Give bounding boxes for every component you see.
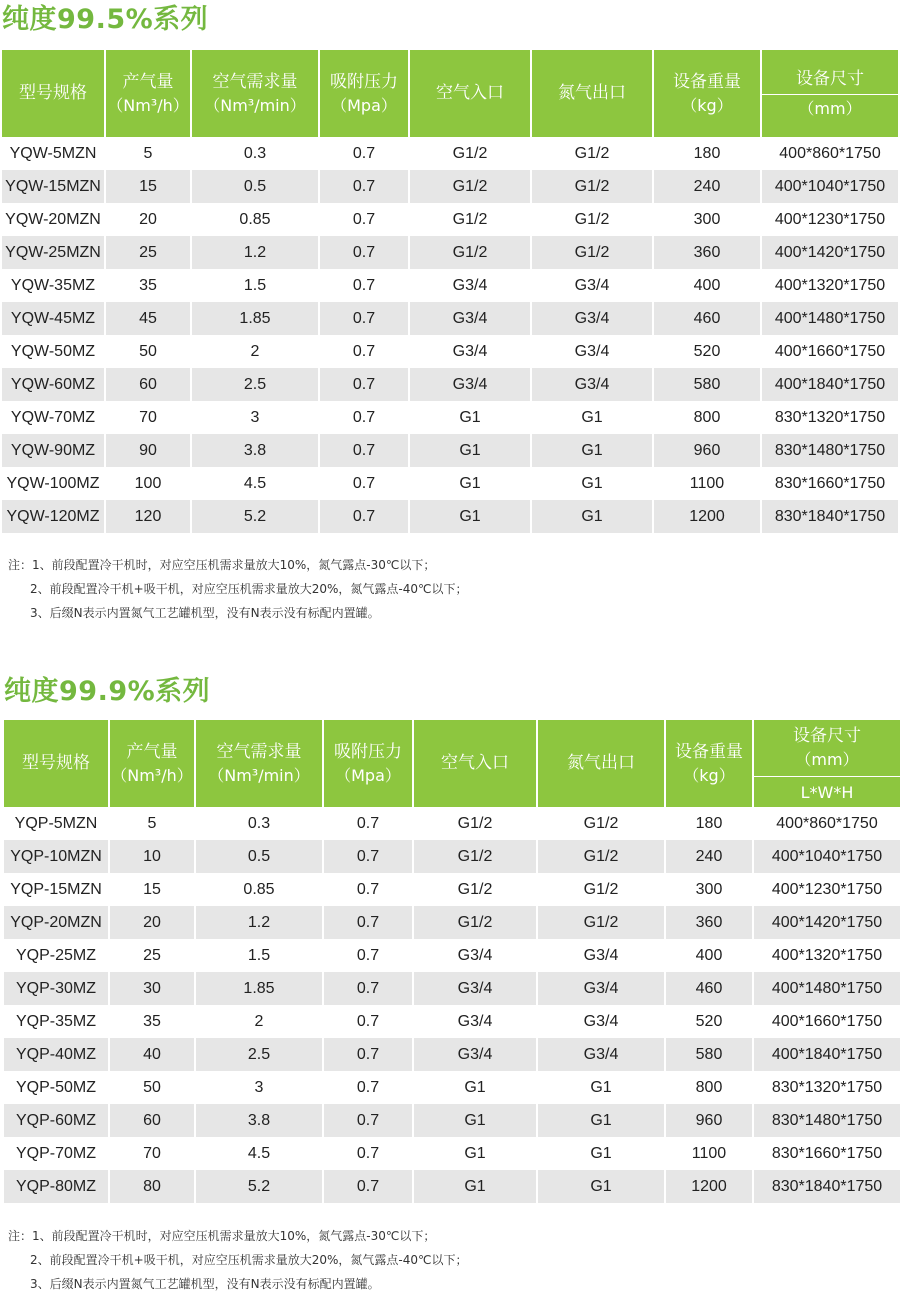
table-cell: 60 (105, 368, 191, 401)
table-cell: G3/4 (537, 1038, 665, 1071)
table-cell: 2.5 (191, 368, 319, 401)
table-cell: 3.8 (191, 434, 319, 467)
table-cell: 35 (109, 1005, 195, 1038)
table-header-row (3, 720, 900, 777)
table-cell: 5.2 (195, 1170, 323, 1203)
table-cell: G1 (409, 434, 531, 467)
spec-table-99-9 (2, 720, 900, 1203)
note-line: 3、后缀N表示内置氮气工艺罐机型，没有N表示没有标配内置罐。 (30, 1277, 380, 1291)
table-cell: G1 (537, 1071, 665, 1104)
table-cell: 0.7 (319, 368, 409, 401)
table-cell: 800 (665, 1071, 753, 1104)
table-cell: 70 (109, 1137, 195, 1170)
table-cell: G3/4 (409, 368, 531, 401)
table-cell: G1/2 (413, 873, 537, 906)
table-row (1, 335, 899, 368)
table-cell: G1 (413, 1170, 537, 1203)
table-cell: G1/2 (537, 873, 665, 906)
table-cell: 0.7 (323, 1104, 413, 1137)
header-air-demand: 空气需求量 （Nm³/min） (191, 50, 319, 137)
table-cell: G3/4 (409, 269, 531, 302)
table-cell: G1/2 (531, 137, 653, 170)
table-cell: G1 (537, 1137, 665, 1170)
table-cell: G1/2 (413, 840, 537, 873)
table-cell: 2 (191, 335, 319, 368)
table-cell: YQW-5MZN (1, 137, 105, 170)
table-cell: G1 (531, 500, 653, 533)
table-cell: G1/2 (413, 807, 537, 840)
table-cell: YQW-15MZN (1, 170, 105, 203)
table-body (1, 137, 899, 533)
note-line: 2、前段配置冷干机+吸干机，对应空压机需求量放大20%，氮气露点-40℃以下； (30, 582, 468, 596)
table-cell: 400*1040*1750 (753, 840, 900, 873)
header-flow: 产气量 （Nm³/h） (105, 50, 191, 137)
table-row (1, 236, 899, 269)
header-model: 型号规格 (3, 720, 109, 807)
table-cell: 520 (665, 1005, 753, 1038)
table-cell: 830*1320*1750 (753, 1071, 900, 1104)
table-cell: YQP-60MZ (3, 1104, 109, 1137)
table-cell: 0.7 (319, 335, 409, 368)
table-cell: 1200 (653, 500, 761, 533)
table-cell: 80 (109, 1170, 195, 1203)
table-cell: 400*1230*1750 (753, 873, 900, 906)
table-cell: YQP-40MZ (3, 1038, 109, 1071)
table-cell: 0.7 (319, 170, 409, 203)
table-cell: 50 (109, 1071, 195, 1104)
table-cell: 960 (665, 1104, 753, 1137)
table-cell: 1.5 (191, 269, 319, 302)
header-n2-outlet: 氮气出口 (531, 50, 653, 137)
table-cell: 0.7 (323, 840, 413, 873)
header-pressure: 吸附压力 （Mpa） (319, 50, 409, 137)
table-cell: YQP-5MZN (3, 807, 109, 840)
table-cell: 400*1840*1750 (753, 1038, 900, 1071)
table-cell: 0.7 (323, 1038, 413, 1071)
table-cell: 1.85 (195, 972, 323, 1005)
table-cell: YQP-25MZ (3, 939, 109, 972)
table-cell: 300 (665, 873, 753, 906)
table-cell: YQP-10MZN (3, 840, 109, 873)
table-cell: G3/4 (531, 368, 653, 401)
table-cell: 460 (665, 972, 753, 1005)
table-cell: G1/2 (531, 236, 653, 269)
table-cell: YQP-30MZ (3, 972, 109, 1005)
table-cell: G1 (409, 500, 531, 533)
table-cell: 120 (105, 500, 191, 533)
table-cell: 400*860*1750 (761, 137, 899, 170)
table-cell: 1.85 (191, 302, 319, 335)
table-cell: YQW-20MZN (1, 203, 105, 236)
table-cell: 520 (653, 335, 761, 368)
table-cell: 960 (653, 434, 761, 467)
table-cell: 180 (665, 807, 753, 840)
table-cell: 3.8 (195, 1104, 323, 1137)
table-row (1, 500, 899, 533)
table-cell: 400*1320*1750 (753, 939, 900, 972)
table-cell: 400 (665, 939, 753, 972)
table-row (3, 873, 900, 906)
table-cell: 360 (653, 236, 761, 269)
table-row (3, 840, 900, 873)
table-cell: G1 (413, 1071, 537, 1104)
table-cell: 1100 (653, 467, 761, 500)
table-cell: 0.5 (191, 170, 319, 203)
table-cell: 2 (195, 1005, 323, 1038)
table-cell: 0.3 (191, 137, 319, 170)
table-cell: 1.2 (191, 236, 319, 269)
table-cell: 1100 (665, 1137, 753, 1170)
table-cell: G1/2 (537, 906, 665, 939)
table-row (3, 939, 900, 972)
table-cell: 400*1420*1750 (753, 906, 900, 939)
table-cell: 15 (105, 170, 191, 203)
table-cell: 4.5 (195, 1137, 323, 1170)
table-cell: 0.7 (323, 972, 413, 1005)
table-row (3, 807, 900, 840)
table-row (3, 972, 900, 1005)
table-cell: YQW-90MZ (1, 434, 105, 467)
table-cell: 45 (105, 302, 191, 335)
table-cell: 830*1480*1750 (753, 1104, 900, 1137)
table-row (3, 1038, 900, 1071)
table-cell: 40 (109, 1038, 195, 1071)
table-cell: G1 (409, 401, 531, 434)
notes (8, 553, 467, 625)
header-pressure: 吸附压力 （Mpa） (323, 720, 413, 807)
table-cell: 3 (195, 1071, 323, 1104)
table-cell: 60 (109, 1104, 195, 1137)
table-cell: G3/4 (413, 972, 537, 1005)
table-cell: YQP-80MZ (3, 1170, 109, 1203)
table-cell: 0.7 (323, 873, 413, 906)
table-cell: 20 (105, 203, 191, 236)
table-cell: G1 (531, 434, 653, 467)
table-cell: 70 (105, 401, 191, 434)
table-row (3, 1104, 900, 1137)
table-cell: 400*1660*1750 (753, 1005, 900, 1038)
table-cell: 10 (109, 840, 195, 873)
table-cell: G1/2 (537, 807, 665, 840)
table-cell: G3/4 (413, 1038, 537, 1071)
table-row (3, 1137, 900, 1170)
note-line: 2、前段配置冷干机+吸干机，对应空压机需求量放大20%，氮气露点-40℃以下； (30, 1253, 468, 1267)
table-cell: 1.5 (195, 939, 323, 972)
table-body (3, 807, 900, 1203)
table-cell: 0.7 (319, 434, 409, 467)
table-cell: YQP-50MZ (3, 1071, 109, 1104)
table-cell: 830*1840*1750 (753, 1170, 900, 1203)
header-model: 型号规格 (1, 50, 105, 137)
header-air-demand: 空气需求量 （Nm³/min） (195, 720, 323, 807)
table-cell: YQW-50MZ (1, 335, 105, 368)
section-title-99-9: 纯度99.9%系列 (4, 676, 211, 707)
table-cell: G1 (409, 467, 531, 500)
table-cell: 400*1040*1750 (761, 170, 899, 203)
table-cell: 30 (109, 972, 195, 1005)
table-cell: 460 (653, 302, 761, 335)
table-row (3, 1071, 900, 1104)
table-cell: 400*1480*1750 (761, 302, 899, 335)
table-cell: 2.5 (195, 1038, 323, 1071)
table-cell: 0.7 (319, 467, 409, 500)
table-row (1, 434, 899, 467)
header-size-sub: L*W*H (753, 777, 900, 808)
table-cell: G1/2 (409, 236, 531, 269)
table-cell: YQP-20MZN (3, 906, 109, 939)
table-cell: 25 (105, 236, 191, 269)
table-cell: 1.2 (195, 906, 323, 939)
table-cell: G3/4 (531, 269, 653, 302)
table-cell: YQP-70MZ (3, 1137, 109, 1170)
table-cell: G3/4 (409, 302, 531, 335)
table-cell: G3/4 (537, 1005, 665, 1038)
table-cell: 0.7 (319, 500, 409, 533)
table-cell: YQW-25MZN (1, 236, 105, 269)
note-line: 注：1、前段配置冷干机时，对应空压机需求量放大10%，氮气露点-30℃以下； (8, 558, 436, 572)
table-cell: 830*1840*1750 (761, 500, 899, 533)
table-cell: G1/2 (409, 137, 531, 170)
table-cell: 0.85 (191, 203, 319, 236)
table-cell: G1 (537, 1104, 665, 1137)
table-cell: 20 (109, 906, 195, 939)
table-cell: 0.7 (319, 137, 409, 170)
table-cell: 400*860*1750 (753, 807, 900, 840)
header-weight: 设备重量 （kg） (665, 720, 753, 807)
table-cell: 830*1660*1750 (761, 467, 899, 500)
table-row (1, 203, 899, 236)
table-cell: 830*1480*1750 (761, 434, 899, 467)
table-cell: G1 (531, 467, 653, 500)
table-cell: 400*1480*1750 (753, 972, 900, 1005)
table-cell: YQW-45MZ (1, 302, 105, 335)
notes (8, 1224, 467, 1296)
table-cell: G1/2 (409, 170, 531, 203)
header-weight: 设备重量 （kg） (653, 50, 761, 137)
table-cell: YQP-15MZN (3, 873, 109, 906)
table-cell: G3/4 (537, 972, 665, 1005)
table-cell: 0.85 (195, 873, 323, 906)
table-cell: 830*1660*1750 (753, 1137, 900, 1170)
note-line: 注：1、前段配置冷干机时，对应空压机需求量放大10%，氮气露点-30℃以下； (8, 1229, 436, 1243)
table-cell: 400*1660*1750 (761, 335, 899, 368)
table-cell: G3/4 (413, 939, 537, 972)
table-cell: G1 (413, 1137, 537, 1170)
table-cell: G1/2 (531, 203, 653, 236)
table-cell: 0.7 (323, 939, 413, 972)
table-cell: 1200 (665, 1170, 753, 1203)
table-cell: G1/2 (413, 906, 537, 939)
table-cell: YQW-120MZ (1, 500, 105, 533)
table-cell: YQW-35MZ (1, 269, 105, 302)
table-cell: 50 (105, 335, 191, 368)
table-cell: 100 (105, 467, 191, 500)
spec-table-99-5 (0, 50, 900, 533)
header-n2-outlet: 氮气出口 (537, 720, 665, 807)
table-cell: G3/4 (531, 302, 653, 335)
table-cell: 35 (105, 269, 191, 302)
table-cell: 5.2 (191, 500, 319, 533)
header-size: 设备尺寸 （mm） (753, 720, 900, 777)
table-cell: 3 (191, 401, 319, 434)
table-cell: 830*1320*1750 (761, 401, 899, 434)
table-cell: 0.7 (319, 302, 409, 335)
table-row (3, 1170, 900, 1203)
table-cell: 240 (653, 170, 761, 203)
table-cell: 0.7 (323, 906, 413, 939)
table-cell: YQW-100MZ (1, 467, 105, 500)
table-row (1, 368, 899, 401)
table-row (1, 467, 899, 500)
table-cell: 0.7 (323, 1005, 413, 1038)
table-cell: G1 (531, 401, 653, 434)
table-row (3, 906, 900, 939)
table-cell: G3/4 (531, 335, 653, 368)
table-cell: G1/2 (531, 170, 653, 203)
table-cell: 0.7 (319, 401, 409, 434)
table-cell: 180 (653, 137, 761, 170)
table-cell: G1/2 (409, 203, 531, 236)
table-cell: G3/4 (537, 939, 665, 972)
table-row (3, 1005, 900, 1038)
table-cell: 580 (665, 1038, 753, 1071)
table-cell: 5 (105, 137, 191, 170)
table-cell: 15 (109, 873, 195, 906)
table-cell: G3/4 (409, 335, 531, 368)
table-cell: 400*1320*1750 (761, 269, 899, 302)
table-row (1, 269, 899, 302)
header-size: 设备尺寸 （mm） (761, 50, 899, 137)
table-cell: 400*1230*1750 (761, 203, 899, 236)
table-cell: 0.7 (319, 269, 409, 302)
table-cell: 360 (665, 906, 753, 939)
header-flow: 产气量 （Nm³/h） (109, 720, 195, 807)
note-line: 3、后缀N表示内置氮气工艺罐机型，没有N表示没有标配内置罐。 (30, 606, 380, 620)
table-cell: 400*1420*1750 (761, 236, 899, 269)
table-cell: 0.7 (323, 807, 413, 840)
table-header-row (1, 50, 899, 137)
table-cell: 580 (653, 368, 761, 401)
table-cell: G1/2 (537, 840, 665, 873)
table-cell: 0.7 (323, 1137, 413, 1170)
table-cell: G3/4 (413, 1005, 537, 1038)
table-row (1, 170, 899, 203)
table-cell: 0.7 (319, 236, 409, 269)
header-air-inlet: 空气入口 (413, 720, 537, 807)
table-cell: YQW-60MZ (1, 368, 105, 401)
table-cell: YQW-70MZ (1, 401, 105, 434)
table-row (1, 401, 899, 434)
table-cell: 240 (665, 840, 753, 873)
table-cell: 4.5 (191, 467, 319, 500)
table-cell: 5 (109, 807, 195, 840)
table-cell: 25 (109, 939, 195, 972)
table-cell: 0.3 (195, 807, 323, 840)
table-cell: 400*1840*1750 (761, 368, 899, 401)
table-cell: 90 (105, 434, 191, 467)
table-cell: 0.5 (195, 840, 323, 873)
table-cell: 0.7 (323, 1170, 413, 1203)
table-row (1, 137, 899, 170)
table-cell: 300 (653, 203, 761, 236)
table-cell: 0.7 (319, 203, 409, 236)
table-cell: G1 (537, 1170, 665, 1203)
section-title-99-5: 纯度99.5%系列 (2, 4, 209, 35)
table-cell: 400 (653, 269, 761, 302)
table-cell: G1 (413, 1104, 537, 1137)
table-cell: 0.7 (323, 1071, 413, 1104)
header-air-inlet: 空气入口 (409, 50, 531, 137)
table-cell: YQP-35MZ (3, 1005, 109, 1038)
table-row (1, 302, 899, 335)
table-cell: 800 (653, 401, 761, 434)
